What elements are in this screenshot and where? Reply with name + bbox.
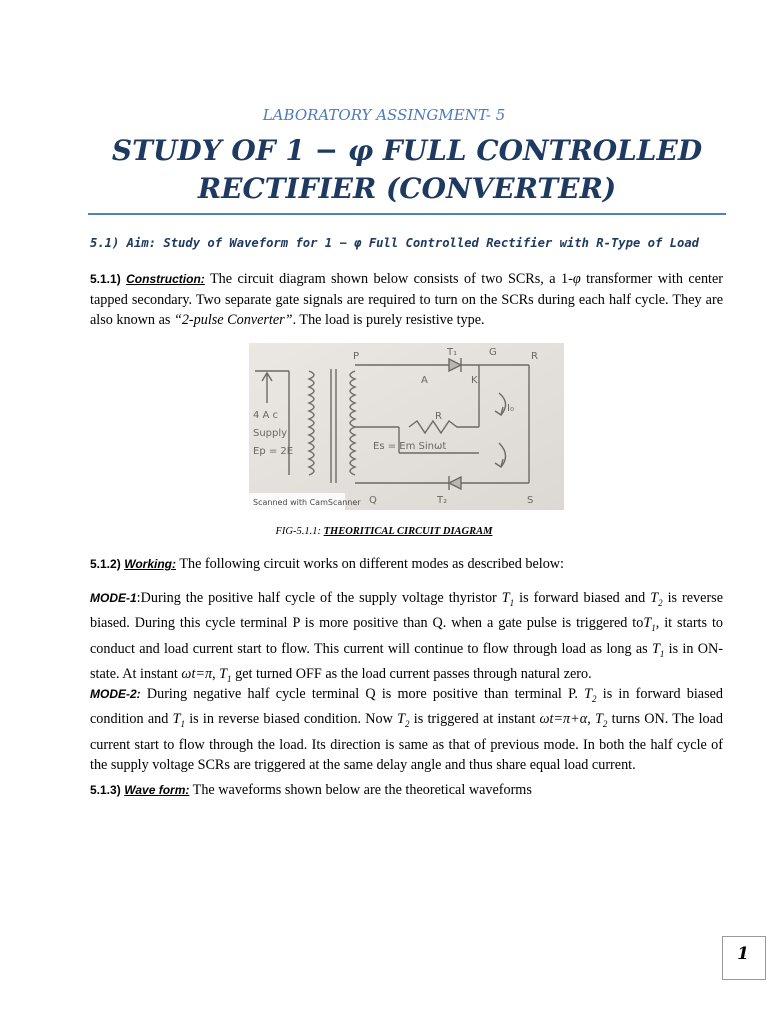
sym-t2: $T_2$: [650, 590, 663, 608]
mode1-paragraph: MODE-1:During the positive half cycle of the supply voltage thyristor $T_1$ is forward biased and $T_2$ is reverse biased. During this cycle terminal P is more positive than Q. when a gate pulse is triggered toT$_1$, it starts to conduct and load current start to flow. This current will continue to flow through load as long as $T_1$ is in ON-state. At instant ωt=π, $T_1$ get turned OFF as the load current passes through natural zero.: [90, 590, 723, 684]
mode1-text-c: is reverse biased. During this cycle terminal P is more positive than Q. when a gate pulse is triggered to: [90, 590, 723, 632]
construction-label: Construction:: [126, 272, 205, 286]
sketch-label-t1: T₁: [447, 347, 458, 358]
construction-quote: “2-pulse Converter”: [173, 312, 293, 328]
sym-t1: $T_1$: [651, 640, 665, 659]
sketch-label-es: Es = Em Sinωt: [373, 441, 447, 452]
figure-caption: [0, 526, 768, 537]
title-line-2: RECTIFIER (CONVERTER): [197, 172, 617, 205]
construction-num: 5.1.1): [90, 272, 121, 286]
camscanner-watermark: Scanned with CamScanner: [253, 498, 361, 507]
circuit-diagram-photo: [249, 343, 564, 510]
waveform-text: The waveforms shown below are the theoretical waveforms: [192, 782, 532, 798]
mode1-text-a: During the positive half cycle of the supply voltage thyristor: [140, 590, 502, 606]
omega-pi-alpha: ωt=π+α: [539, 711, 588, 728]
phi-symbol: φ: [572, 271, 581, 287]
sketch-label-resistor: R: [435, 411, 442, 422]
sketch-label-p: P: [353, 351, 360, 362]
waveform-paragraph: [90, 780, 723, 801]
sketch-label-q: Q: [369, 495, 377, 506]
sketch-label-io: I₀: [507, 403, 514, 414]
title-divider: [88, 213, 726, 215]
mode1-text-d: , it starts to conduct and load current start to flow. This current will continue to flow through load as long as: [90, 615, 723, 657]
sketch-supply-2: Supply: [253, 428, 288, 439]
sketch-supply-3: Ep = 2E: [253, 446, 294, 457]
omega-pi: ωt=π: [181, 665, 213, 682]
mode2-text-b: is in forward biased condition and: [90, 686, 723, 728]
waveform-num: 5.1.3): [90, 783, 121, 797]
sym-t1: $T_1$: [219, 665, 232, 684]
lab-assignment-title: LABORATORY ASSINGMENT- 5: [262, 106, 506, 124]
sketch-label-a: A: [421, 375, 428, 386]
mode2-text-e: turns ON. The load current start to flow through the load. Its direction is same as that of previous mode. In both the half cycle of the supply voltage SCRs are triggered at the same delay angle and thus share equal load current.: [90, 711, 724, 774]
construction-text-c: . The load is purely resistive type.: [292, 312, 485, 328]
page-title: [88, 132, 726, 208]
mode2-paragraph: MODE-2: During negative half cycle terminal Q is more positive than terminal P. $T_2$ is in forward biased condition and $T_1$ is in reverse biased condition. Now $T_2$ is triggered at instant ωt=π+α, $T_2$ turns ON. The load current start to flow through the load. Its direction is same as that of previous mode. In both the half cycle of the supply voltage SCRs are triggered at the same delay angle and thus share equal load current.: [90, 686, 724, 774]
sketch-label-g: G: [489, 347, 497, 358]
aim-heading: 5.1) Aim: Study of Waveform for 1 − φ Full Controlled Rectifier with R-Type of Load: [90, 236, 700, 250]
construction-paragraph: [90, 269, 723, 331]
mode1-text-e: is in ON-state. At instant: [90, 640, 723, 682]
mode2-text-a: During negative half cycle terminal Q is more positive than terminal P.: [140, 686, 585, 702]
sym-t1: $T_1$: [501, 590, 515, 608]
sketch-label-t2: T₂: [437, 495, 448, 506]
mode2-text-d: is triggered at instant: [409, 711, 540, 728]
mode1-text-b: is forward biased and: [514, 590, 651, 606]
sym-t1: $T_1$: [172, 711, 185, 730]
title-line-1: STUDY OF 1 − φ FULL CONTROLLED: [111, 134, 703, 167]
page-number: 1: [737, 944, 749, 964]
figure-caption-prefix: FIG-5.1.1:: [275, 526, 324, 537]
mode1-text-f: get turned OFF as the load current passes through natural zero.: [231, 665, 592, 682]
working-paragraph: [90, 554, 723, 575]
construction-text-b: transformer with center tapped secondary. Two separate gate signals are required to turn on the SCRs during each half cycle. They are also known as: [90, 271, 724, 328]
sketch-label-k: K: [471, 375, 478, 386]
mode1-label: MODE-1: [90, 591, 137, 605]
figure-caption-title: THEORITICAL CIRCUIT DIAGRAM: [323, 526, 493, 537]
mode2-label: MODE-2:: [90, 687, 141, 701]
working-label: Working:: [124, 557, 177, 571]
sym-t2: $T_2$: [594, 711, 608, 730]
sketch-label-s: S: [527, 495, 534, 506]
sketch-supply-1: 4 A c: [253, 410, 279, 421]
sym-t2: $T_2$: [584, 686, 597, 704]
sym-t1: $T_1$: [643, 615, 656, 634]
waveform-label: Wave form:: [124, 783, 190, 797]
working-text: The following circuit works on different modes as described below:: [179, 556, 564, 572]
sym-t2: $T_2$: [397, 711, 410, 730]
working-num: 5.1.2): [90, 557, 121, 571]
sketch-label-r: R: [531, 351, 538, 362]
mode2-text-c: is in reverse biased condition. Now: [184, 711, 398, 728]
construction-text-a: The circuit diagram shown below consists of two SCRs, a 1-: [209, 271, 573, 287]
